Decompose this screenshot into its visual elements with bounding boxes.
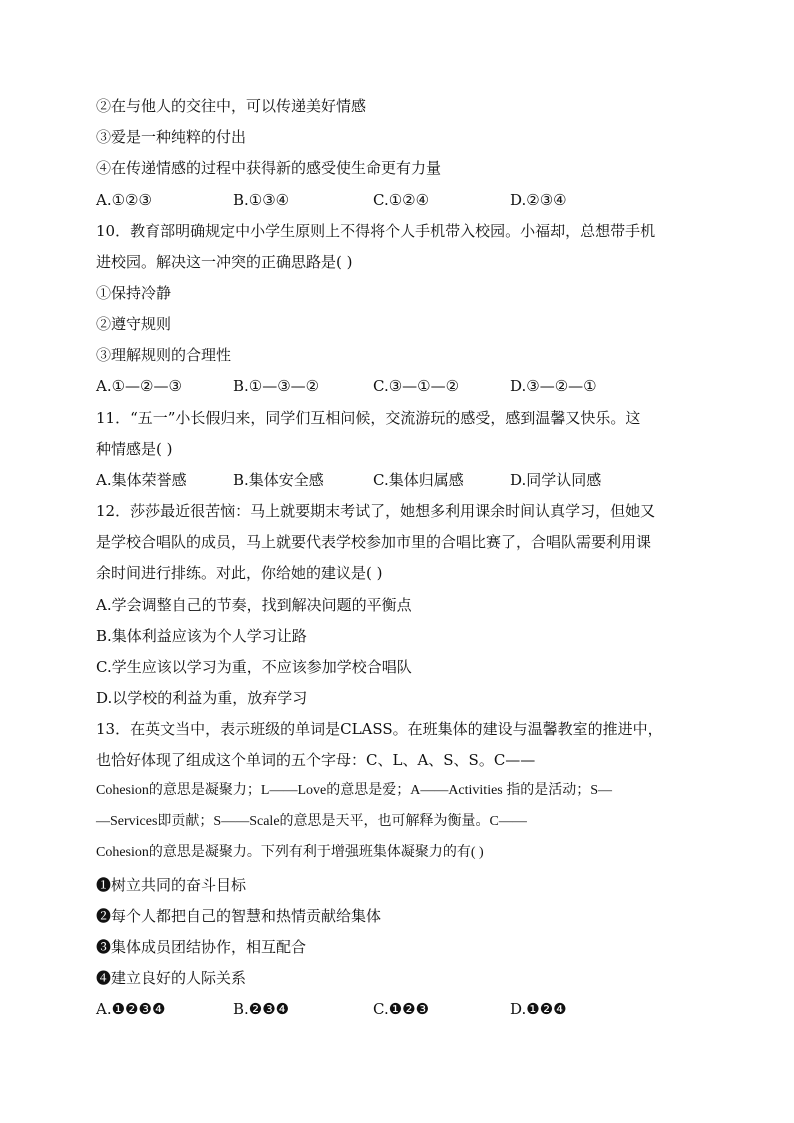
q12-stem-line-2: 是学校合唱队的成员，马上就要代表学校参加市里的合唱比赛了，合唱队需要利用课 bbox=[96, 533, 652, 551]
q10-option-c: C.③—①—② bbox=[373, 377, 460, 395]
q13-stem-line-2: 也恰好体现了组成这个单词的五个字母：C、L、A、S、S。C—— bbox=[96, 751, 536, 769]
q13-option-d: D.❶❷❹ bbox=[510, 1000, 567, 1018]
q9-option-a: A.①②③ bbox=[96, 191, 152, 209]
q13-option-a: A.❶❷❸❹ bbox=[96, 1000, 166, 1018]
q12-stem-line-3: 余时间进行排练。对此，你给她的建议是( ) bbox=[96, 564, 383, 582]
q10-stem-line-2: 进校园。解决这一冲突的正确思路是( ) bbox=[96, 253, 353, 271]
q9-options bbox=[96, 188, 706, 212]
q13-stem-line-5: Cohesion的意思是凝聚力。下列有利于增强班集体凝聚力的有( ) bbox=[96, 845, 484, 860]
q12-option-b: B.集体利益应该为个人学习让路 bbox=[96, 627, 307, 645]
q10-stem-line-1: 10．教育部明确规定中小学生原则上不得将个人手机带入校园。小福却，总想带手机 bbox=[96, 222, 656, 240]
q11-option-d: D.同学认同感 bbox=[510, 471, 602, 489]
q10-item-1: ①保持冷静 bbox=[96, 284, 172, 302]
q13-item-4: ❹建立良好的人际关系 bbox=[96, 969, 247, 987]
q12-stem-line-1: 12．莎莎最近很苦恼：马上就要期末考试了，她想多利用课余时间认真学习，但她又 bbox=[96, 502, 656, 520]
q13-item-3: ❸集体成员团结协作，相互配合 bbox=[96, 938, 307, 956]
q13-stem-line-4: —Services即贡献；S——Scale的意思是天平，也可解释为衡量。C—— bbox=[96, 814, 527, 829]
q9-item-4: ④在传递情感的过程中获得新的感受使生命更有力量 bbox=[96, 159, 442, 177]
q12-option-a: A.学会调整自己的节奏，找到解决问题的平衡点 bbox=[96, 596, 412, 614]
q12-option-c: C.学生应该以学习为重，不应该参加学校合唱队 bbox=[96, 658, 412, 676]
q9-option-d: D.②③④ bbox=[510, 191, 567, 209]
q10-options bbox=[96, 374, 706, 398]
q13-option-c: C.❶❷❸ bbox=[373, 1000, 430, 1018]
q13-option-b: B.❷❸❹ bbox=[233, 1000, 290, 1018]
q9-item-3: ③爱是一种纯粹的付出 bbox=[96, 128, 247, 146]
q9-item-2: ②在与他人的交往中，可以传递美好情感 bbox=[96, 97, 367, 115]
q10-option-d: D.③—②—① bbox=[510, 377, 597, 395]
q11-stem-line-2: 种情感是( ) bbox=[96, 440, 173, 458]
q10-item-2: ②遵守规则 bbox=[96, 315, 172, 333]
q11-stem-line-1: 11．“五一”小长假归来，同学们互相问候，交流游玩的感受，感到温馨又快乐。这 bbox=[96, 409, 641, 427]
q11-option-a: A.集体荣誉感 bbox=[96, 471, 187, 489]
q9-option-b: B.①③④ bbox=[233, 191, 290, 209]
q11-option-b: B.集体安全感 bbox=[233, 471, 324, 489]
q13-stem-line-1: 13．在英文当中，表示班级的单词是CLASS。在班集体的建设与温馨教室的推进中， bbox=[96, 720, 663, 738]
q10-item-3: ③理解规则的合理性 bbox=[96, 346, 232, 364]
q13-item-2: ❷每个人都把自己的智慧和热情贡献给集体 bbox=[96, 907, 382, 925]
q13-item-1: ❶树立共同的奋斗目标 bbox=[96, 876, 247, 894]
q11-options bbox=[96, 468, 706, 492]
q13-stem-line-3: Cohesion的意思是凝聚力；L——Love的意思是爱；A——Activities 指的是活动；S— bbox=[96, 783, 613, 798]
q13-options bbox=[96, 997, 706, 1021]
q11-option-c: C.集体归属感 bbox=[373, 471, 464, 489]
q10-option-b: B.①—③—② bbox=[233, 377, 320, 395]
q9-option-c: C.①②④ bbox=[373, 191, 430, 209]
q10-option-a: A.①—②—③ bbox=[96, 377, 182, 395]
q12-option-d: D.以学校的利益为重，放弃学习 bbox=[96, 689, 308, 707]
